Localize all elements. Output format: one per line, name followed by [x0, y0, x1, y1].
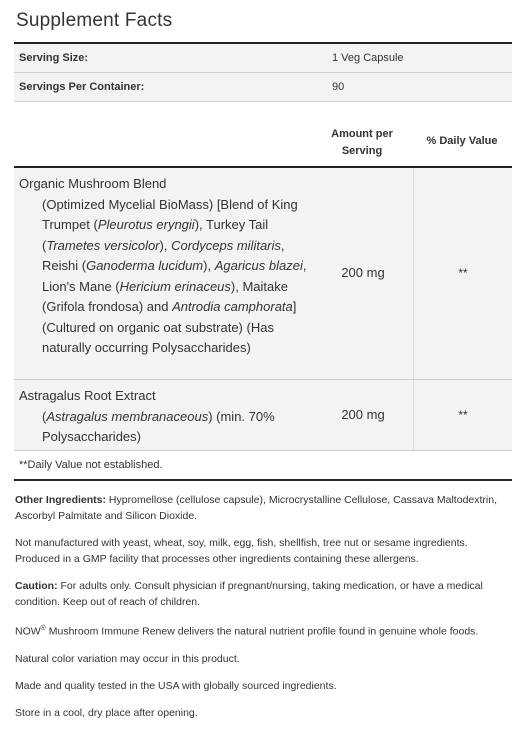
servings-per-container-value: 90 — [332, 81, 345, 93]
ingredient-detail: (Astragalus membranaceous) (min. 70% Polysaccharides) — [42, 408, 275, 444]
brand-text: Mushroom Immune Renew delivers the natural nutrient profile found in genuine whole foods. — [45, 625, 479, 638]
serving-size-label: Serving Size: — [19, 52, 89, 64]
color-statement: Natural color variation may occur in this product. — [15, 652, 240, 665]
bottom-rule — [14, 479, 512, 481]
ingredient-row — [14, 168, 512, 379]
daily-value-footnote: **Daily Value not established. — [19, 459, 163, 471]
other-ingredients-label: Other Ingredients: — [15, 494, 107, 506]
ingredient-amount: 200 mg — [341, 265, 385, 281]
amount-header-line2: Serving — [341, 145, 383, 157]
page-title: Supplement Facts — [16, 10, 173, 31]
servings-per-container-label: Servings Per Container: — [19, 81, 145, 93]
serving-size-row — [14, 44, 512, 72]
ingredient-detail: (Optimized Mycelial BioMass) [Blend of King Trumpet (Pleurotus eryngii), Turkey Tail (Trametes versicolor), Cordyceps militaris, Reishi (Ganoderma lucidum), Agaricus blazei, Lion's Mane (Hericium erinaceus), Maitake (Grifola frondosa) and Antrodia camphorata] (Cultured on organic oat substrate) (Has naturally occurring Polysaccharides) — [42, 196, 307, 355]
origin-statement: Made and quality tested in the USA with globally sourced ingredients. — [15, 679, 337, 692]
amount-header — [312, 102, 412, 166]
ingredient-amount: 200 mg — [341, 406, 385, 422]
caution-text: For adults only. Consult physician if pregnant/nursing, taking medication, or have a medical condition. Keep out of reach of children. — [15, 580, 483, 608]
brand-name: NOW — [15, 625, 41, 638]
amount-header-line1: Amount per — [331, 128, 393, 140]
ingredient-name: Astragalus Root Extract — [19, 388, 156, 403]
product-notes — [15, 492, 515, 732]
ingredient-dv: ** — [413, 168, 512, 379]
other-ingredients-text: Hypromellose (cellulose capsule), Microcrystalline Cellulose, Cassava Maltodextrin, Ascorbyl Palmitate and Silicon Dioxide. — [15, 494, 497, 522]
table-header — [14, 102, 512, 166]
storage-statement: Store in a cool, dry place after opening. — [15, 706, 198, 719]
serving-size-value: 1 Veg Capsule — [332, 52, 404, 64]
ingredient-dv: ** — [413, 380, 512, 450]
allergen-statement: Not manufactured with yeast, wheat, soy, milk, egg, fish, shellfish, tree nut or sesame ingredients. Produced in a GMP facility that processes other ingredients containing these allergens. — [15, 537, 468, 565]
daily-value-header: % Daily Value — [426, 135, 498, 147]
facts-table — [14, 42, 512, 481]
caution-label: Caution: — [15, 580, 58, 592]
ingredient-name: Organic Mushroom Blend — [19, 176, 167, 191]
caution-statement — [15, 578, 515, 610]
servings-per-container-row — [14, 73, 512, 101]
ingredient-row — [14, 380, 512, 450]
registered-mark: ® — [40, 625, 46, 632]
brand-statement — [15, 621, 515, 640]
other-ingredients — [15, 492, 515, 524]
